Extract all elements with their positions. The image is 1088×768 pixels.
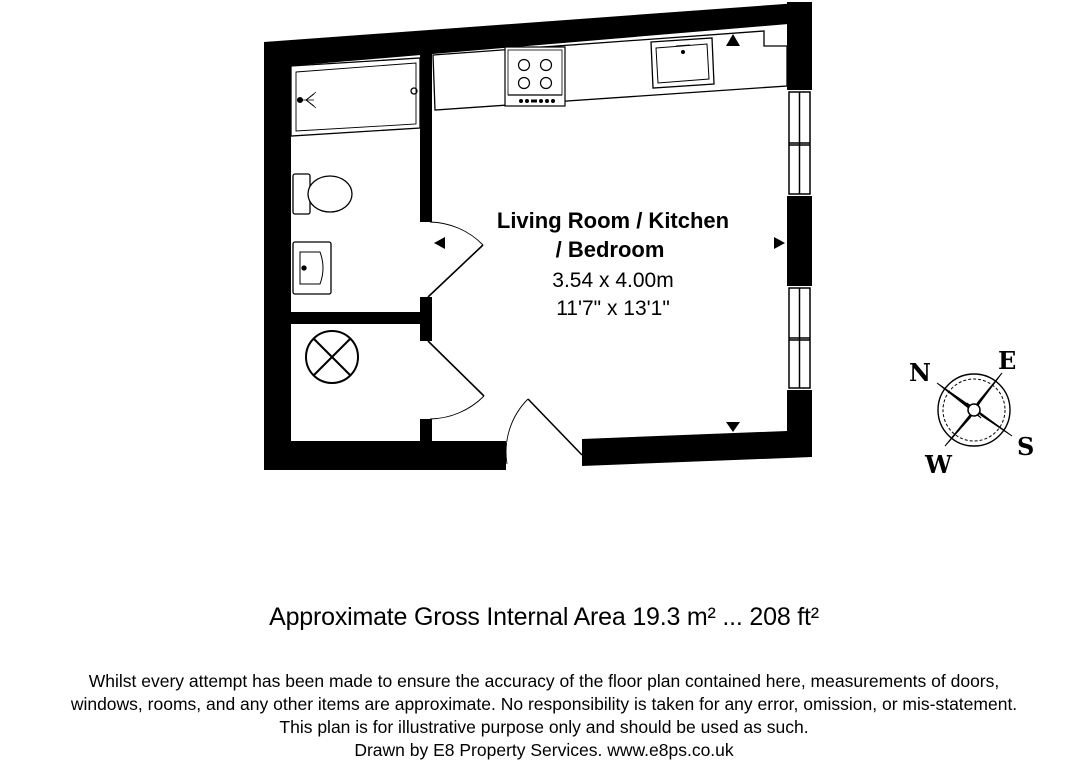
left-wall (264, 42, 291, 470)
room-name-line1: Living Room / Kitchen (496, 208, 730, 233)
hob (505, 47, 565, 106)
disclaimer-line-4: Drawn by E8 Property Services. www.e8ps.co.uk (354, 740, 734, 760)
partition-upper (420, 52, 432, 222)
right-wall-top (787, 2, 812, 90)
arrow-right (774, 237, 785, 249)
gross-internal-area: Approximate Gross Internal Area 19.3 m² ... 208 ft² (269, 603, 819, 631)
bottom-wall-right (582, 430, 812, 466)
compass-south: S (1017, 432, 1035, 461)
room-label (497, 208, 729, 320)
room-size-metric: 3.54 x 4.00m (552, 269, 674, 292)
compass-east: E (998, 346, 1017, 375)
compass-rose (909, 346, 1034, 479)
toilet (293, 174, 352, 214)
compass-north: N (909, 358, 931, 387)
arrow-left (434, 237, 445, 249)
entrance-door-swing (506, 399, 528, 464)
bathroom-cupboard-wall (290, 312, 422, 324)
disclaimer-line-1: Whilst every attempt has been made to ensure the accuracy of the floor plan contained here, measurements of doors, (88, 671, 1000, 691)
arrow-down (726, 422, 740, 432)
bottom-wall-left (264, 441, 506, 470)
right-wall-bottom (787, 390, 812, 457)
partition-lower (420, 419, 432, 443)
wash-basin (293, 242, 331, 294)
cupboard-door-swing (430, 396, 484, 419)
disclaimer (0, 670, 1088, 762)
kitchen-sink (651, 38, 714, 88)
disclaimer-line-2: windows, rooms, and any other items are approximate. No responsibility is taken for any error, omission, or mis-statement. (70, 694, 1018, 714)
room-name-line2: / Bedroom (555, 237, 665, 262)
boiler-symbol (306, 331, 358, 383)
bath (291, 58, 420, 136)
compass-west: W (925, 450, 952, 479)
disclaimer-line-3: This plan is for illustrative purpose only and should be used as such. (279, 717, 809, 737)
right-wall-middle (787, 196, 812, 286)
room-size-imperial: 11'7" x 13'1" (556, 297, 670, 320)
